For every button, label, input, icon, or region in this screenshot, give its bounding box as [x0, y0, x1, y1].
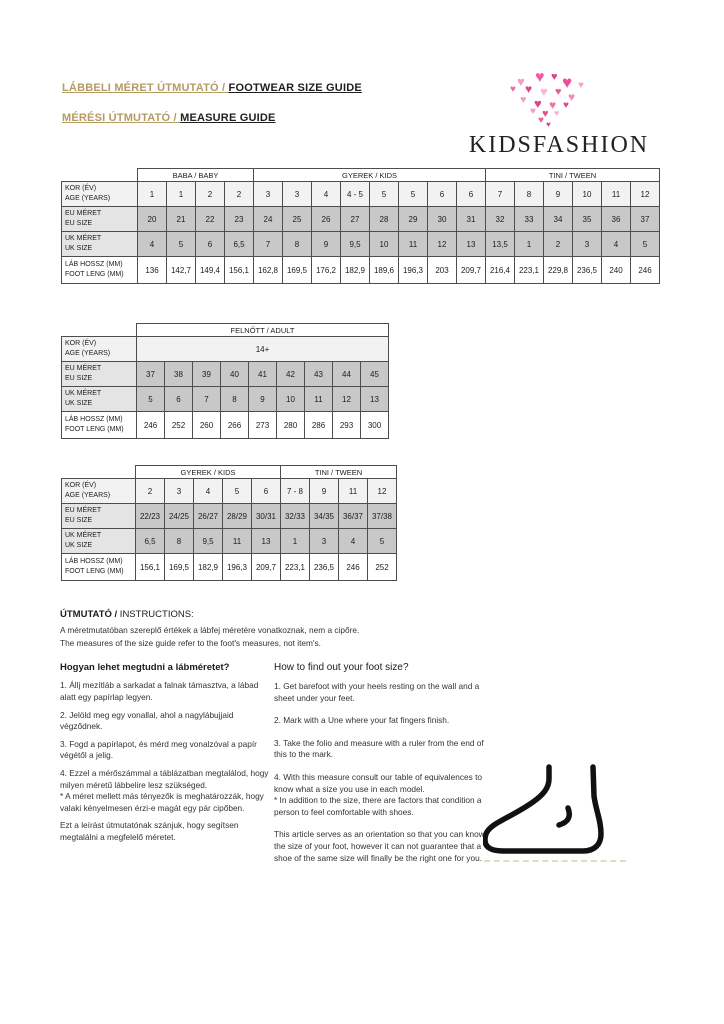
age-cell: 12: [631, 182, 660, 207]
eu-size-cell: 26/27: [194, 504, 223, 529]
foot-length-cell: 162,8: [254, 257, 283, 284]
hu-step-3: 3. Fogd a papírlapot, és mérd meg vonalzóval a papír végétől a jelig.: [60, 738, 257, 761]
foot-length-row: [62, 412, 389, 439]
age-cell: 6: [428, 182, 457, 207]
instructions-heading: ÚTMUTATÓ / INSTRUCTIONS:: [60, 609, 194, 620]
eu-size-cell: 25: [283, 207, 312, 232]
foot-length-cell: 223,1: [515, 257, 544, 284]
foot-length-cell: 246: [137, 412, 165, 439]
eu-size-cell: 41: [249, 362, 277, 387]
uk-size-cell: 6,5: [136, 529, 165, 554]
subtitle-english: MEASURE GUIDE: [180, 112, 276, 124]
uk-size-cell: 6,5: [225, 232, 254, 257]
age-cell: 6: [457, 182, 486, 207]
age-cell: 9: [310, 479, 339, 504]
en-step-2: 2. Mark with a Une where your fat fingers finish.: [274, 715, 450, 726]
eu-size-cell: 20: [138, 207, 167, 232]
group-header: TINI / TWEEN: [486, 169, 660, 182]
eu-size-cell: 45: [361, 362, 389, 387]
hungarian-instructions-column: [60, 661, 273, 850]
uk-size-cell: 9: [312, 232, 341, 257]
foot-length-cell: 236,5: [573, 257, 602, 284]
eu-size-cell: 27: [341, 207, 370, 232]
foot-length-cell: 236,5: [310, 554, 339, 581]
age-row-label: KOR (ÉV) AGE (YEARS): [62, 337, 137, 362]
uk-size-cell: 13: [457, 232, 486, 257]
age-cell: 11: [602, 182, 631, 207]
instructions-line-hu: A méretmutatóban szereplő értékek a lábfej méretére vonatkoznak, nem a cipőre.: [60, 625, 360, 635]
eu-size-cell: 37/38: [368, 504, 397, 529]
foot-length-cell: 209,7: [457, 257, 486, 284]
eu-size-cell: 42: [277, 362, 305, 387]
uk-size-cell: 4: [138, 232, 167, 257]
age-row-label: KOR (ÉV) AGE (YEARS): [62, 479, 136, 504]
uk-size-cell: 8: [165, 529, 194, 554]
age-cell: 1: [138, 182, 167, 207]
foot-length-cell: 156,1: [225, 257, 254, 284]
eu-size-row: [62, 504, 397, 529]
group-header: FELNŐTT / ADULT: [137, 324, 389, 337]
foot-outline-icon: [483, 764, 633, 864]
title-english: FOOTWEAR SIZE GUIDE: [228, 82, 362, 94]
foot-length-cell: 252: [165, 412, 193, 439]
foot-row-label: LÁB HOSSZ (MM) FOOT LENG (MM): [62, 554, 136, 581]
foot-length-cell: 229,8: [544, 257, 573, 284]
foot-length-cell: 216,4: [486, 257, 515, 284]
instructions-block: [60, 609, 490, 650]
uk-size-cell: 5: [167, 232, 196, 257]
age-cell: 5: [399, 182, 428, 207]
age-row: [62, 182, 660, 207]
uk-size-cell: 2: [544, 232, 573, 257]
uk-size-cell: 1: [515, 232, 544, 257]
group-header: TINI / TWEEN: [281, 466, 397, 479]
age-cell: 2: [225, 182, 254, 207]
corner-cell: [62, 169, 138, 182]
eu-size-cell: 31: [457, 207, 486, 232]
foot-length-cell: 293: [333, 412, 361, 439]
uk-size-cell: 5: [631, 232, 660, 257]
age-cell: 4: [194, 479, 223, 504]
foot-length-cell: 246: [339, 554, 368, 581]
age-cell: 1: [167, 182, 196, 207]
foot-row-label: LÁB HOSSZ (MM) FOOT LENG (MM): [62, 257, 138, 284]
age-cell: 5: [370, 182, 399, 207]
eu-size-cell: 22: [196, 207, 225, 232]
foot-length-cell: 189,6: [370, 257, 399, 284]
uk-size-cell: 4: [602, 232, 631, 257]
uk-size-row: [62, 387, 389, 412]
eu-size-cell: 22/23: [136, 504, 165, 529]
age-cell: 2: [196, 182, 225, 207]
en-step-1: 1. Get barefoot with your heels resting on the wall and a sheet under your feet.: [274, 681, 480, 703]
uk-size-cell: 6: [196, 232, 225, 257]
uk-size-cell: 7: [254, 232, 283, 257]
foot-length-row: [62, 257, 660, 284]
uk-size-cell: 11: [223, 529, 252, 554]
hu-column-heading: Hogyan lehet megtudni a lábméretet?: [60, 662, 230, 673]
logo-text: KIDSFASHION: [468, 132, 650, 158]
uk-size-cell: 4: [339, 529, 368, 554]
size-table-kids-tween-double: [61, 465, 397, 581]
eu-size-cell: 30/31: [252, 504, 281, 529]
uk-size-cell: 11: [305, 387, 333, 412]
group-header: BABA / BABY: [138, 169, 254, 182]
uk-size-cell: 12: [428, 232, 457, 257]
eu-row-label: EU MÉRET EU SIZE: [62, 362, 137, 387]
eu-size-cell: 34/35: [310, 504, 339, 529]
uk-size-cell: 8: [221, 387, 249, 412]
eu-size-cell: 36/37: [339, 504, 368, 529]
title-hungarian: LÁBBELI MÉRET ÚTMUTATÓ /: [62, 82, 229, 94]
eu-size-cell: 21: [167, 207, 196, 232]
eu-size-cell: 37: [631, 207, 660, 232]
eu-size-cell: 32/33: [281, 504, 310, 529]
eu-size-cell: 28: [370, 207, 399, 232]
english-instructions-column: [274, 661, 486, 875]
hu-step-2: 2. Jelöld meg egy vonallal, ahol a nagylábujjaid végződnek.: [60, 709, 234, 732]
eu-size-cell: 35: [573, 207, 602, 232]
eu-size-cell: 44: [333, 362, 361, 387]
hu-step-1: 1. Állj mezítláb a sarkadat a falnak támasztva, a lábad alatt egy papírlap legyen.: [60, 680, 259, 702]
age-cell: 10: [573, 182, 602, 207]
en-step-4: 4. With this measure consult our table of equivalences to know what a size you use in each model.: [274, 772, 482, 794]
corner-cell: [62, 466, 136, 479]
uk-size-cell: 13: [361, 387, 389, 412]
instructions-line-en: The measures of the size guide refer to the foot's measures, not item's.: [60, 637, 321, 648]
eu-size-cell: 29: [399, 207, 428, 232]
foot-length-cell: 149,4: [196, 257, 225, 284]
eu-size-row: [62, 362, 389, 387]
eu-row-label: EU MÉRET EU SIZE: [62, 207, 138, 232]
uk-size-cell: 10: [370, 232, 399, 257]
uk-size-cell: 11: [399, 232, 428, 257]
foot-length-cell: 203: [428, 257, 457, 284]
foot-length-cell: 142,7: [167, 257, 196, 284]
foot-length-cell: 273: [249, 412, 277, 439]
age-cell: 3: [283, 182, 312, 207]
age-cell: 3: [254, 182, 283, 207]
en-note: * In addition to the size, there are factors that condition a person to feel comfortable with shoes.: [274, 795, 482, 817]
foot-length-cell: 169,5: [165, 554, 194, 581]
foot-length-cell: 246: [631, 257, 660, 284]
eu-size-cell: 32: [486, 207, 515, 232]
group-header: GYEREK / KIDS: [136, 466, 281, 479]
measure-baseline-dashes: [484, 860, 626, 862]
en-column-heading: How to find out your foot size?: [274, 662, 409, 673]
hu-closing: Ezt a leírást útmutatónak szánjuk, hogy segítsen megtalálni a megfelelő méretet.: [60, 820, 239, 842]
eu-size-cell: 28/29: [223, 504, 252, 529]
eu-size-cell: 26: [312, 207, 341, 232]
foot-row-label: LÁB HOSSZ (MM) FOOT LENG (MM): [62, 412, 137, 439]
foot-length-cell: 286: [305, 412, 333, 439]
foot-length-cell: 280: [277, 412, 305, 439]
age-cell: 6: [252, 479, 281, 504]
uk-row-label: UK MÉRET UK SIZE: [62, 387, 137, 412]
en-closing: This article serves as an orientation so that you can know the size of your foot, however it can not guarantee that a shoe of the same size will finally be the right one for you.: [274, 829, 485, 863]
page-subtitle: [62, 112, 276, 124]
eu-row-label: EU MÉRET EU SIZE: [62, 504, 136, 529]
age-cell: 14+: [137, 337, 389, 362]
eu-size-cell: 24/25: [165, 504, 194, 529]
uk-size-cell: 6: [165, 387, 193, 412]
size-table-baby-kids-tween: [61, 168, 660, 284]
eu-size-cell: 36: [602, 207, 631, 232]
uk-size-cell: 12: [333, 387, 361, 412]
group-header-row: [62, 324, 389, 337]
foot-length-cell: 176,2: [312, 257, 341, 284]
foot-length-cell: 223,1: [281, 554, 310, 581]
foot-length-row: [62, 554, 397, 581]
uk-size-cell: 9,5: [341, 232, 370, 257]
eu-size-cell: 40: [221, 362, 249, 387]
age-cell: 5: [223, 479, 252, 504]
eu-size-row: [62, 207, 660, 232]
age-cell: 7 - 8: [281, 479, 310, 504]
uk-size-cell: 3: [310, 529, 339, 554]
foot-length-cell: 196,3: [223, 554, 252, 581]
age-row: [62, 479, 397, 504]
foot-length-cell: 196,3: [399, 257, 428, 284]
foot-length-cell: 300: [361, 412, 389, 439]
uk-row-label: UK MÉRET UK SIZE: [62, 529, 136, 554]
eu-size-cell: 34: [544, 207, 573, 232]
group-header-row: [62, 169, 660, 182]
eu-size-cell: 38: [165, 362, 193, 387]
eu-size-cell: 23: [225, 207, 254, 232]
eu-size-cell: 30: [428, 207, 457, 232]
uk-size-cell: 3: [573, 232, 602, 257]
foot-length-cell: 260: [193, 412, 221, 439]
foot-length-cell: 182,9: [194, 554, 223, 581]
en-step-3: 3. Take the folio and measure with a ruler from the end of this to the mark.: [274, 737, 484, 760]
foot-length-cell: 252: [368, 554, 397, 581]
age-row-label: KOR (ÉV) AGE (YEARS): [62, 182, 138, 207]
foot-length-cell: 240: [602, 257, 631, 284]
eu-size-cell: 24: [254, 207, 283, 232]
size-table-adult: [61, 323, 389, 439]
age-cell: 12: [368, 479, 397, 504]
eu-size-cell: 33: [515, 207, 544, 232]
kidsfashion-logo: [449, 69, 669, 167]
uk-size-cell: 1: [281, 529, 310, 554]
foot-length-cell: 156,1: [136, 554, 165, 581]
age-cell: 4: [312, 182, 341, 207]
uk-row-label: UK MÉRET UK SIZE: [62, 232, 138, 257]
foot-length-cell: 169,5: [283, 257, 312, 284]
uk-size-cell: 13: [252, 529, 281, 554]
eu-size-cell: 39: [193, 362, 221, 387]
age-row: [62, 337, 389, 362]
group-header-row: [62, 466, 397, 479]
uk-size-cell: 7: [193, 387, 221, 412]
age-cell: 9: [544, 182, 573, 207]
uk-size-cell: 9: [249, 387, 277, 412]
age-cell: 4 - 5: [341, 182, 370, 207]
age-cell: 3: [165, 479, 194, 504]
uk-size-cell: 5: [368, 529, 397, 554]
uk-size-cell: 5: [137, 387, 165, 412]
foot-length-cell: 136: [138, 257, 167, 284]
uk-size-cell: 8: [283, 232, 312, 257]
subtitle-hungarian: MÉRÉSI ÚTMUTATÓ /: [62, 112, 181, 124]
uk-size-row: [62, 232, 660, 257]
age-cell: 11: [339, 479, 368, 504]
uk-size-cell: 9,5: [194, 529, 223, 554]
hu-note: * A méret mellett más tényezők is meghatározzák, hogy valaki kényelmesen érzi-e magát egy pár cipőben.: [60, 791, 264, 813]
heart-cluster-icon: ♥ ♥ ♥ ♥ ♥ ♥ ♥ ♥ ♥ ♥ ♥ ♥ ♥ ♥ ♥ ♥ ♥ ♥ ♥: [510, 69, 584, 129]
eu-size-cell: 43: [305, 362, 333, 387]
corner-cell: [62, 324, 137, 337]
foot-length-cell: 209,7: [252, 554, 281, 581]
age-cell: 8: [515, 182, 544, 207]
uk-size-row: [62, 529, 397, 554]
hu-step-4: 4. Ezzel a mérőszámmal a táblázatban megtalálod, hogy milyen méretű lábbelire lesz szükséged.: [60, 767, 269, 790]
age-cell: 7: [486, 182, 515, 207]
page-title: [62, 82, 362, 94]
age-cell: 2: [136, 479, 165, 504]
foot-length-cell: 266: [221, 412, 249, 439]
eu-size-cell: 37: [137, 362, 165, 387]
foot-length-cell: 182,9: [341, 257, 370, 284]
group-header: GYEREK / KIDS: [254, 169, 486, 182]
uk-size-cell: 13,5: [486, 232, 515, 257]
uk-size-cell: 10: [277, 387, 305, 412]
